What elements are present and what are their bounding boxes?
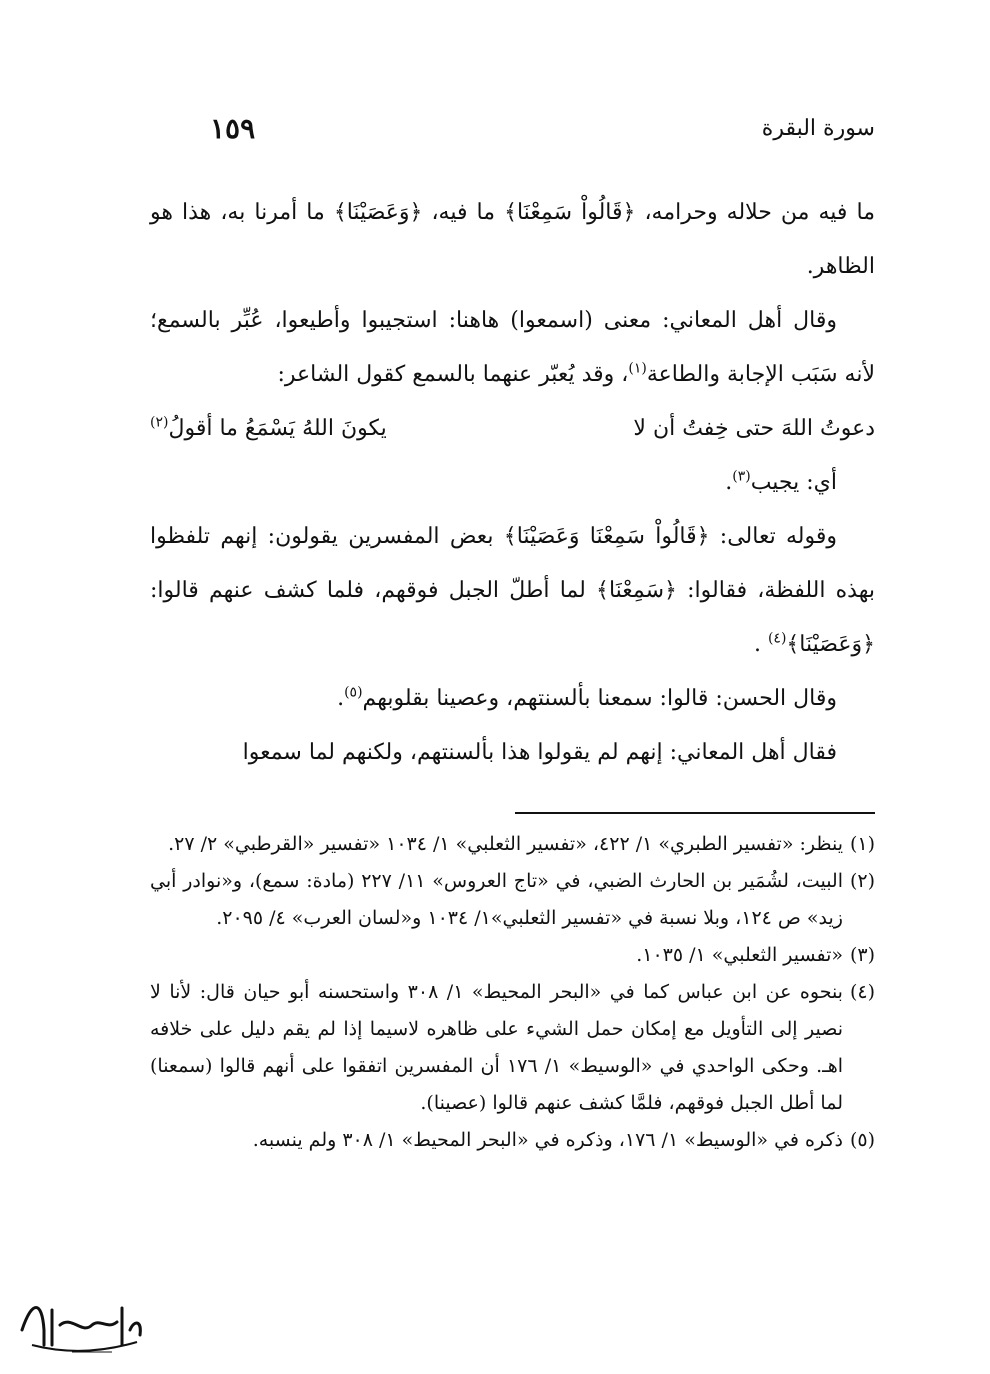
paragraph-3-text: أي: يجيب [750,470,837,495]
page-header [150,112,875,152]
paragraph-6-text: فقال أهل المعاني: إنهم لم يقولوا هذا بألسنتهم، ولكنهم لما سمعوا [242,740,837,765]
page-number: ١٥٩ [210,112,256,145]
footnote-number: (٤) [849,981,875,1003]
footnote-ref-4[interactable]: (٤) [767,630,787,647]
footnote-number: (٥) [849,1129,875,1151]
paragraph-6 [150,726,875,780]
footnote-ref-3[interactable]: (٣) [732,468,751,485]
footnote-text: بنحوه عن ابن عباس كما في «البحر المحيط» ١/ ٣٠٨ واستحسنه أبو حيان قال: لأنا لا نصير إلى التأويل مع إمكان حمل الشيء على ظاهره لاسيما إذا لم يقم دليل على خلافه اهـ. وحكى الواحدي في «الوسيط» ١/ ١٧٦ أن المفسرين اتفقوا على أنهم قالوا (سمعنا) لما أطل الجبل فوقهم، فلمَّا كشف عنهم قالوا (عصينا). [150,981,844,1114]
paragraph-5-text: وقال الحسن: قالوا: سمعنا بألسنتهم، وعصينا بقلوبهم [362,686,837,711]
paragraph-1 [150,186,875,294]
paragraph-5 [150,672,875,726]
paragraph-4-text: وقوله تعالى: ﴿قَالُواْ سَمِعْنَا وَعَصَيْنَا﴾ بعض المفسرين يقولون: إنهم تلفظوا بهذه اللفظة، فقالوا: ﴿سَمِعْنَا﴾ لما أطلّ الجبل فوقهم، فلما كشف عنهم قالوا: ﴿وَعَصَيْنَا﴾ [150,524,875,657]
footnote-text: ذكره في «الوسيط» ١/ ١٧٦، وذكره في «البحر المحيط» ١/ ٣٠٨ ولم ينسبه. [252,1129,843,1151]
footnote-divider [515,812,875,814]
footnote-ref-5[interactable]: (٥) [344,684,363,701]
verse-first-hemistich: دعوتُ اللهَ حتى خِفتُ أن لا [633,416,875,441]
footnote-item [150,863,875,937]
footnote-item [150,826,875,863]
footnote-text: «تفسير الثعلبي» ١/ ١٠٣٥. [636,944,843,966]
footnote-ref-2[interactable]: (٢) [150,414,169,431]
paragraph-1-line-1: ما فيه من حلاله وحرامه، ﴿قَالُواْ سَمِعْنَا﴾ ما فيه، ﴿وَعَصَيْنَا﴾ ما أمرنا به، [220,200,875,225]
paragraph-1-line-2: هذا هو الظاهر. [150,200,875,279]
footnote-text: البيت، لشُمَير بن الحارث الضبي، في «تاج العروس» ١١/ ٢٢٧ (مادة: سمع)، و«نوادر أبي زيد» ص ١٢٤، وبلا نسبة في «تفسير الثعلبي»١/ ١٠٣٤ و«لسان العرب» ٤/ ٢٠٩٥. [150,870,843,929]
footnote-text: ينظر: «تفسير الطبري» ١/ ٤٢٢، «تفسير الثعلبي» ١/ ١٠٣٤ «تفسير «القرطبي» ٢/ ٢٧. [168,833,843,855]
footnote-item [150,937,875,974]
paragraph-2-text-end: ، وقد يُعبّر عنهما بالسمع كقول الشاعر: [277,362,629,387]
paragraph-5-end: . [337,686,345,711]
footnote-item [150,1122,875,1159]
footnotes [150,826,875,1159]
paragraph-3-end: . [725,470,733,495]
paragraph-4-end: . [753,632,761,657]
footnote-ref-1[interactable]: (١) [628,360,647,377]
footnote-number: (٢) [849,870,875,892]
paragraph-3 [150,456,875,510]
main-text [150,186,875,780]
calligraphy-logo-icon [12,1290,147,1362]
footnote-item [150,974,875,1122]
verse-second-hemistich: يكونَ اللهُ يَسْمَعُ ما أقولُ [168,416,387,441]
paragraph-2 [150,294,875,402]
paragraph-4 [150,510,875,672]
surah-name: سورة البقرة [761,116,875,141]
footnote-number: (٣) [849,944,875,966]
footnote-number: (١) [849,833,875,855]
paragraph-2-text: وقال أهل المعاني: معنى (اسمعوا) هاهنا: استجيبوا وأطيعوا، عُبِّر بالسمع؛ لأنه سَبَب الإجابة والطاعة [150,308,875,387]
poetry-verse [150,402,875,456]
watermark-logo [12,1290,147,1362]
